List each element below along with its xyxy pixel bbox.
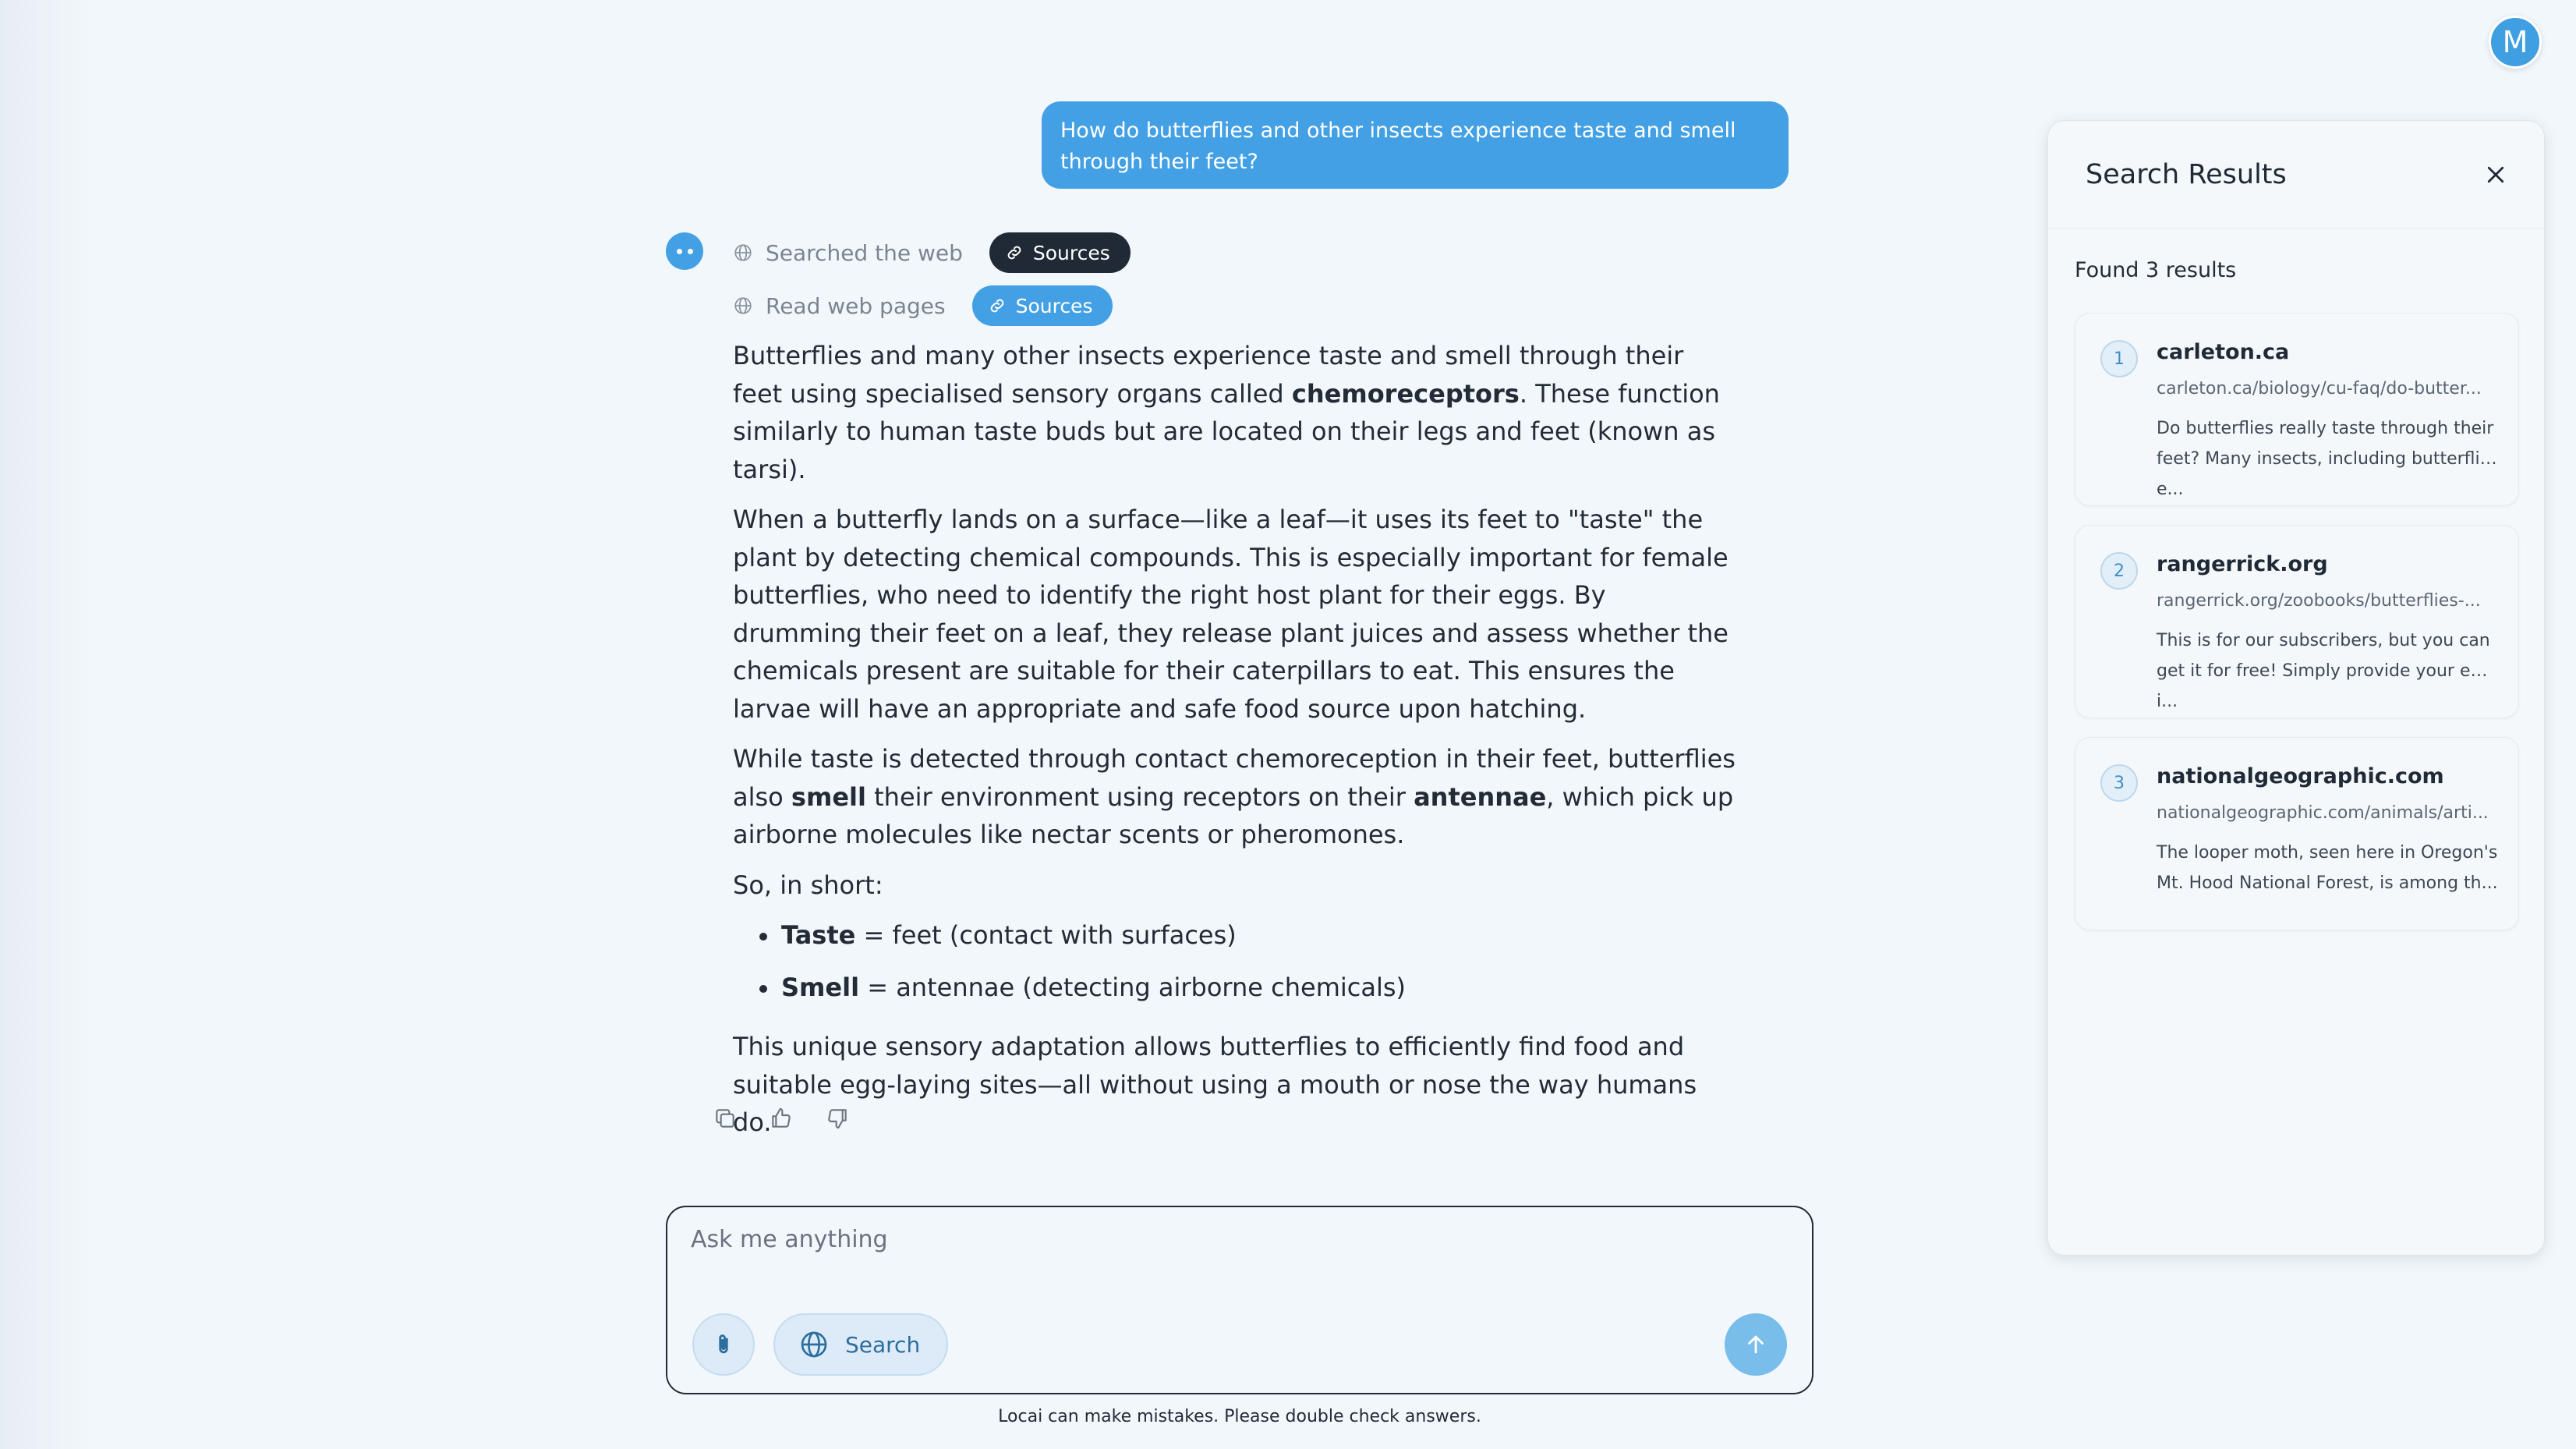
copy-icon [713,1106,738,1131]
results-count: Found 3 results [2075,258,2237,282]
search-result-card[interactable] [2075,525,2519,718]
panel-title: Search Results [2086,158,2287,190]
search-result-card[interactable] [2075,313,2519,506]
answer-paragraph: While taste is detected through contact chemoreception in their feet, butterflies also smell their environment using receptors on their antennae, which pick up airborne molecules like nectar scents or pheromones. [733,744,1736,849]
result-domain: nationalgeographic.com [2157,764,2444,788]
answer-paragraph: This unique sensory adaptation allows butterflies to efficiently find food and suitable egg-laying sites—all without using a mouth or nose the way humans do. [733,1032,1697,1137]
globe-icon [733,243,753,263]
chat-composer [666,1206,1813,1394]
panel-header [2048,121,2544,229]
link-icon [988,296,1007,315]
attach-button[interactable] [692,1313,755,1376]
assistant-avatar-icon [666,232,703,270]
thumbs-down-button[interactable] [823,1104,851,1132]
arrow-up-icon [1743,1331,1769,1358]
search-results-panel [2047,120,2545,1256]
result-snippet: The looper moth, seen here in Oregon's Mt. Hood National Forest, is among th... [2157,843,2498,893]
paperclip-icon [710,1331,737,1358]
result-url: carleton.ca/biology/cu-faq/do-butter... [2157,379,2482,399]
globe-icon [798,1329,830,1360]
message-input[interactable] [691,1226,1782,1273]
step-label: Searched the web [766,239,963,266]
sources-button-search[interactable] [989,232,1131,273]
result-number: 1 [2100,340,2138,377]
step-read-pages [733,285,1113,326]
result-url: nationalgeographic.com/animals/arti... [2157,803,2489,823]
list-item: Smell = antennae (detecting airborne chemicals) [759,969,1739,1007]
thumbs-down-icon [825,1106,850,1131]
disclaimer-text: Locai can make mistakes. Please double check answers. [998,1407,1481,1426]
search-result-card[interactable] [2075,737,2519,930]
result-snippet: This is for our subscribers, but you can get it for free! Simply provide your emai... [2157,631,2498,711]
send-button[interactable] [1725,1313,1787,1376]
globe-icon [733,296,753,316]
search-toggle-button[interactable] [773,1313,948,1376]
answer-paragraph: Butterflies and many other insects experience taste and smell through their feet using specialised sensory organs called chemoreceptors. These function similarly to human taste buds but are located on their legs and feet (known as tarsi). [733,341,1720,484]
copy-button[interactable] [711,1104,739,1132]
avatar-initial: M [2502,25,2528,59]
thumbs-up-button[interactable] [767,1104,795,1132]
result-number: 3 [2100,764,2138,802]
step-searched-web [733,232,1131,273]
assistant-answer [733,337,1739,1154]
user-message-bubble: How do butterflies and other insects experience taste and smell through their feet? [1042,101,1789,189]
message-actions [711,1104,851,1132]
left-edge-shade [0,0,94,1449]
result-domain: carleton.ca [2157,340,2290,364]
result-url: rangerrick.org/zoobooks/butterflies-... [2157,591,2481,611]
result-snippet: Do butterflies really taste through their feet? Many insects, including butterflie... [2157,419,2494,499]
sources-label: Sources [1032,241,1110,264]
result-number: 2 [2100,552,2138,590]
user-avatar[interactable] [2489,16,2542,69]
step-label: Read web pages [766,292,946,319]
sources-label: Sources [1015,294,1093,317]
answer-paragraph: So, in short: [733,870,883,900]
close-panel-button[interactable] [2482,161,2510,189]
sources-button-read[interactable] [972,285,1113,326]
close-icon [2484,163,2507,186]
list-item: Taste = feet (contact with surfaces) [759,916,1739,955]
link-icon [1005,243,1024,262]
thumbs-up-icon [769,1106,794,1131]
result-domain: rangerrick.org [2157,552,2328,576]
answer-bullet-list [733,916,1739,1006]
answer-paragraph: When a butterfly lands on a surface—like a leaf—it uses its feet to "taste" the plant by detecting chemical compounds. This is especially important for female butterflies, who need to identify the right host plant for their eggs. By drumming their feet on a leaf, they release plant juices and assess whether the chemicals present are suitable for their caterpillars to eat. This ensures the larvae will have an appropriate and safe food source upon hatching. [733,505,1729,724]
search-toggle-label: Search [845,1331,921,1358]
